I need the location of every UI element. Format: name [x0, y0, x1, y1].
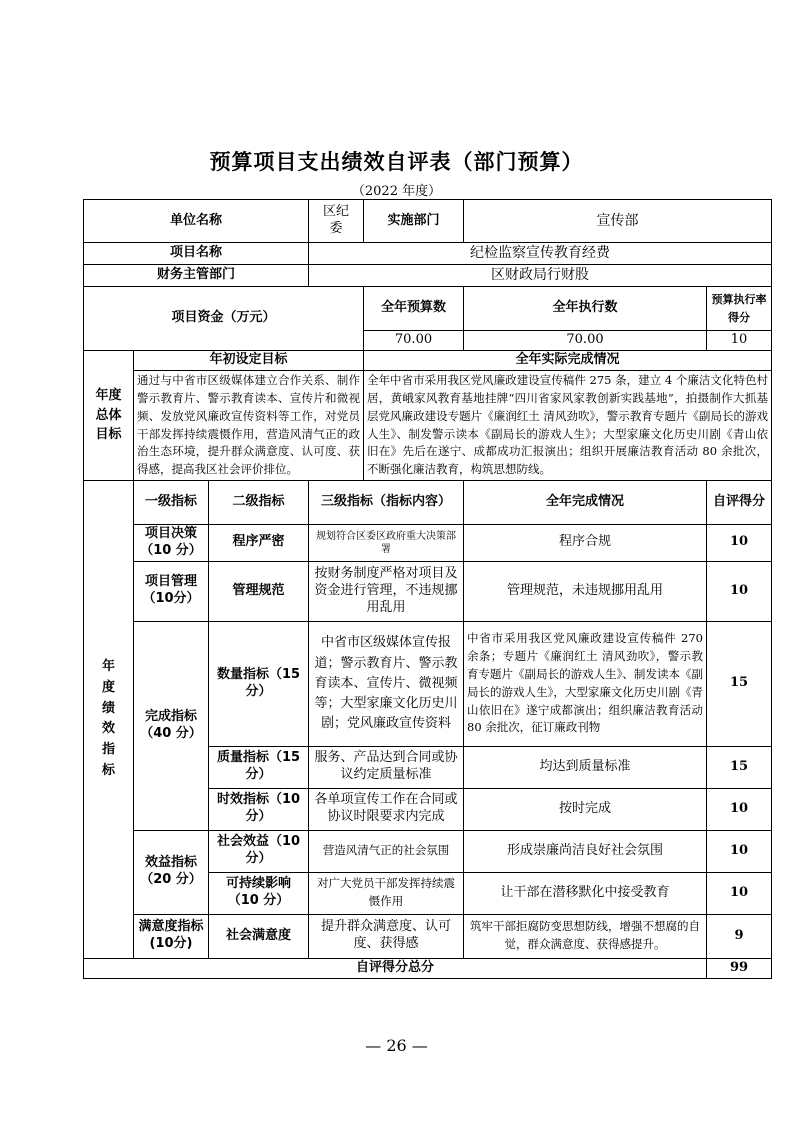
- score-value: 10: [707, 830, 772, 872]
- l2-indicator: 质量指标（15 分）: [209, 746, 309, 788]
- table-row: [84, 621, 772, 746]
- l3-indicator: 服务、产品达到合同或协议约定质量标准: [309, 746, 464, 788]
- l2-indicator: 数量指标（15 分）: [209, 621, 309, 746]
- page-number: — 26 —: [365, 1036, 428, 1055]
- dept-value: 宣传部: [464, 200, 772, 243]
- completion-status: 按时完成: [464, 788, 707, 830]
- col-score-label: 自评得分: [707, 481, 772, 525]
- goal-header-row: [84, 351, 772, 371]
- actual-goal-label: 全年实际完成情况: [364, 351, 772, 371]
- l3-indicator: 中省市区级媒体宣传报道；警示教育片、警示教育读本、宣传片、微视频等；大型家廉文化历史川剧；党风廉政宣传资料: [309, 621, 464, 746]
- l1-indicator: 完成指标（40 分）: [134, 621, 209, 830]
- unit-value: 区纪委: [309, 200, 364, 243]
- goal-label: 年度总体目标: [84, 351, 134, 481]
- rate-label: 预算执行率得分: [707, 287, 772, 331]
- finance-value: 区财政局行财股: [309, 265, 772, 287]
- total-row: [84, 958, 772, 978]
- l3-indicator: 按财务制度严格对项目及资金进行管理，不违规挪用乱用: [309, 561, 464, 621]
- l2-indicator: 时效指标（10 分）: [209, 788, 309, 830]
- evaluation-table: [83, 199, 772, 979]
- l2-indicator: 社会满意度: [209, 914, 309, 958]
- exec-value: 70.00: [464, 331, 707, 351]
- col-l1-label: 一级指标: [134, 481, 209, 525]
- table-row: [84, 561, 772, 621]
- score-value: 15: [707, 621, 772, 746]
- funds-header-row: [84, 287, 772, 331]
- score-value: 10: [707, 788, 772, 830]
- planned-goal-label: 年初设定目标: [134, 351, 364, 371]
- l1-indicator: 效益指标（20 分）: [134, 830, 209, 914]
- l1-indicator: 项目管理（10分）: [134, 561, 209, 621]
- total-score: 99: [707, 958, 772, 978]
- l3-indicator: 规划符合区委区政府重大决策部署: [309, 525, 464, 562]
- completion-status: 均达到质量标准: [464, 746, 707, 788]
- l3-indicator: 对广大党员干部发挥持续震慑作用: [309, 872, 464, 914]
- budget-value: 70.00: [364, 331, 464, 351]
- l3-indicator: 营造风清气正的社会氛围: [309, 830, 464, 872]
- completion-status: 筑牢干部拒腐防变思想防线，增强不想腐的自觉，群众满意度、获得感提升。: [464, 914, 707, 958]
- score-value: 15: [707, 746, 772, 788]
- finance-label: 财务主管部门: [84, 265, 309, 287]
- project-label: 项目名称: [84, 243, 309, 265]
- unit-row: [84, 200, 772, 243]
- col-l3-label: 三级指标（指标内容）: [309, 481, 464, 525]
- project-value: 纪检监察宣传教育经费: [309, 243, 772, 265]
- unit-label: 单位名称: [84, 200, 309, 243]
- dept-label: 实施部门: [364, 200, 464, 243]
- total-label: 自评得分总分: [84, 958, 707, 978]
- table-row: [84, 830, 772, 872]
- table-row: [84, 914, 772, 958]
- l3-indicator: 各单项宣传工作在合同或协议时限要求内完成: [309, 788, 464, 830]
- l2-indicator: 社会效益（10 分）: [209, 830, 309, 872]
- actual-goal-text: 全年中省市采用我区党风廉政建设宣传稿件 275 条，建立 4 个廉洁文化特色村居，黄峨家风教育基地挂牌“四川省家风家教创新实践基地”，拍摄制作大抓基层党风廉政建设专题片《廉润红土 清风劲吹》，警示教育专题片《副局长的游戏人生》、制发警示读本《副局长的游戏人生》；大型家廉文化历史川剧《青山依旧在》先后在遂宁、成都成功汇报演出；组织开展廉洁教育活动 80 余批次，不断强化廉洁教育，构筑思想防线。: [364, 371, 772, 481]
- col-l2-label: 二级指标: [209, 481, 309, 525]
- completion-status: 中省市采用我区党风廉政建设宣传稿件 270 余条；专题片《廉润红土 清风劲吹》，警示教育专题片《副局长的游戏人生》、制发读本《副局长的游戏人生》，大型家廉文化历史川剧《青山依旧在》遂宁成都演出；组织廉洁教育活动 80 余批次，征订廉政刊物: [464, 621, 707, 746]
- report-year: （2022 年度）: [351, 184, 442, 199]
- completion-status: 让干部在潜移默化中接受教育: [464, 872, 707, 914]
- completion-status: 程序合规: [464, 525, 707, 562]
- score-value: 10: [707, 872, 772, 914]
- goal-text-row: [84, 371, 772, 481]
- planned-goal-text: 通过与中省市区级媒体建立合作关系、制作警示教育片、警示教育读本、宣传片和微视频、发放党风廉政宣传资料等工作，对党员干部发挥持续震慑作用，营造风清气正的政治生态环境，提升群众满意度、认可度、获得感，提高我区社会评价排位。: [134, 371, 364, 481]
- l1-indicator: 满意度指标(10分): [134, 914, 209, 958]
- project-row: [84, 243, 772, 265]
- finance-row: [84, 265, 772, 287]
- budget-label: 全年预算数: [364, 287, 464, 331]
- page-title: 预算项目支出绩效自评表（部门预算）: [209, 150, 584, 174]
- l3-indicator: 提升群众满意度、认可度、获得感: [309, 914, 464, 958]
- perf-label: 年度绩效指标: [84, 481, 134, 959]
- score-value: 10: [707, 561, 772, 621]
- l2-indicator: 管理规范: [209, 561, 309, 621]
- exec-label: 全年执行数: [464, 287, 707, 331]
- rate-value: 10: [707, 331, 772, 351]
- l2-indicator: 程序严密: [209, 525, 309, 562]
- perf-header-row: [84, 481, 772, 525]
- table-row: [84, 525, 772, 562]
- l2-indicator: 可持续影响（10 分）: [209, 872, 309, 914]
- l1-indicator: 项目决策（10 分）: [134, 525, 209, 562]
- funds-label: 项目资金（万元）: [84, 287, 364, 351]
- completion-status: 管理规范，未违规挪用乱用: [464, 561, 707, 621]
- completion-status: 形成崇廉尚洁良好社会氛围: [464, 830, 707, 872]
- score-value: 10: [707, 525, 772, 562]
- col-done-label: 全年完成情况: [464, 481, 707, 525]
- score-value: 9: [707, 914, 772, 958]
